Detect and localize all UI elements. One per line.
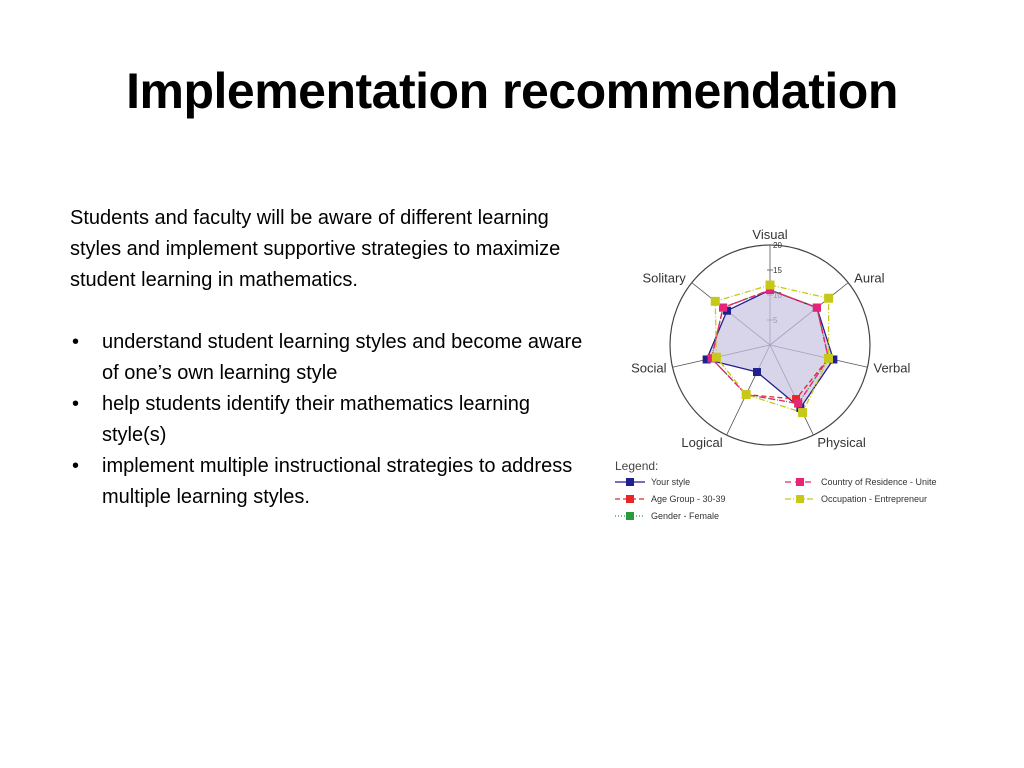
axis-label: Physical (817, 435, 866, 451)
data-point (712, 353, 721, 362)
bullet-dot: • (72, 331, 80, 353)
radar-chart-svg (600, 220, 980, 540)
data-point (794, 400, 802, 408)
bullet-text: understand student learning styles and become aware of one’s own learning style (102, 331, 583, 384)
bullet-list (70, 327, 590, 513)
axis-label: Logical (681, 435, 723, 451)
data-point (719, 304, 727, 312)
legend-marker (626, 495, 634, 503)
axis-label: Solitary (642, 270, 686, 286)
legend-title: Legend: (615, 459, 659, 473)
data-point (813, 304, 821, 312)
legend-label: Age Group - 30-39 (651, 494, 726, 504)
legend-marker (626, 478, 634, 486)
slide-title: Implementation recommendation (126, 63, 898, 119)
tick-label: 15 (773, 266, 782, 275)
legend-marker (796, 495, 804, 503)
data-point (766, 281, 775, 290)
bullet-dot: • (72, 455, 80, 477)
axis-label: Visual (752, 227, 788, 242)
axis-label: Verbal (873, 360, 911, 376)
bullet-dot: • (72, 393, 80, 415)
legend-marker (626, 512, 634, 520)
axis-label: Social (631, 360, 667, 376)
data-point (742, 390, 751, 399)
body-text (70, 203, 590, 513)
data-point (753, 368, 761, 376)
legend-marker (796, 478, 804, 486)
intro-paragraph: Students and faculty will be aware of different learning styles and implement supportive strategies to maximize student learning in mathematics. (70, 207, 561, 291)
bullet-text: help students identify their mathematics learning style(s) (102, 393, 531, 446)
data-point (824, 294, 833, 303)
legend-label: Gender - Female (651, 511, 720, 521)
legend-label: Occupation - Entrepreneur (821, 494, 928, 504)
bullet-item (70, 389, 590, 451)
bullet-item (70, 451, 590, 513)
axis-label: Aural (854, 270, 885, 286)
bullet-text: implement multiple instructional strategies to address multiple learning styles. (102, 455, 573, 508)
data-point (798, 408, 807, 417)
bullet-item (70, 327, 590, 389)
legend-label: Country of Residence - Unite (821, 477, 937, 487)
data-point (711, 297, 720, 306)
tick-label: 20 (773, 241, 782, 250)
legend-label: Your style (651, 477, 691, 487)
data-point (824, 354, 833, 363)
radar-chart (600, 220, 980, 540)
